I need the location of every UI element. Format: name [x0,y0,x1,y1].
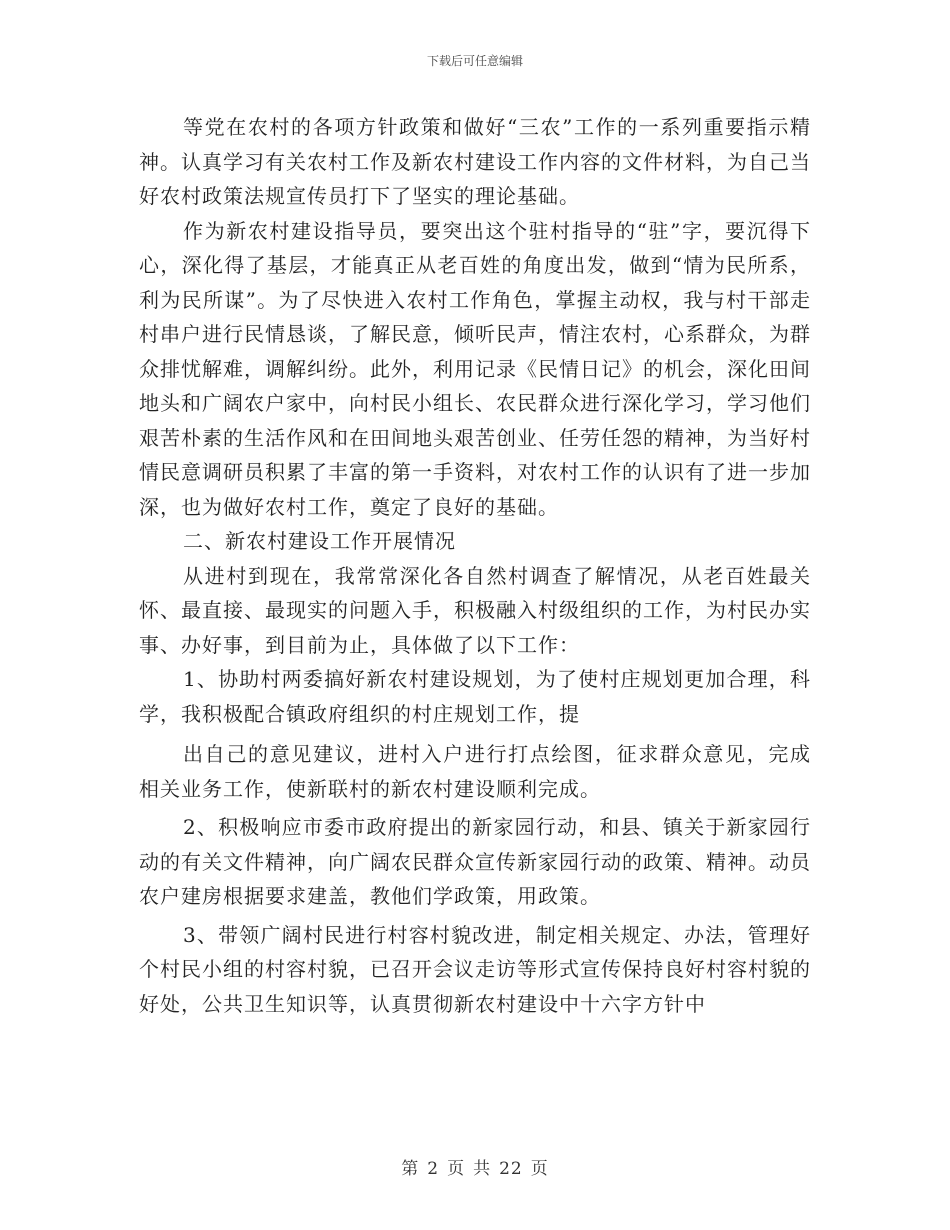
footer-label-of: 页 [447,1159,466,1179]
document-body [139,110,811,1021]
footer-label-total: 共 [473,1159,492,1179]
page-footer [0,1154,950,1179]
paragraph: 等党在农村的各项方针政策和做好“三农”工作的一系列重要指示精神。认真学习有关农村工作及新农村建设工作内容的文件材料，为自己当好农村政策法规宣传员打下了坚实的理论基础。 [139,115,811,208]
footer-current-page: 2 [427,1159,440,1179]
footer-label-end: 页 [530,1159,549,1179]
page-header-note: 下载后可任意编辑 [426,54,523,68]
list-item: 2、积极响应市委市政府提出的新家园行动，和县、镇关于新家园行动的有关文件精神，向广阔农民群众宣传新家园行动的政策、精神。动员农户建房根据要求建盖，教他们学政策，用政策。 [139,815,811,908]
paragraph: 出自己的意见建议，进村入户进行打点绘图，征求群众意见，完成相关业务工作，使新联村的新农村建设顺利完成。 [139,742,811,801]
paragraph: 从进村到现在，我常常深化各自然村调查了解情况，从老百姓最关怀、最直接、最现实的问题入手，积极融入村级组织的工作，为村民办实事、办好事，到目前为止，具体做了以下工作： [139,563,811,657]
list-item: 3、带领广阔村民进行村容村貌改进，制定相关规定、办法，管理好个村民小组的村容村貌，已召开会议走访等形式宣传保持良好村容村貌的好处，公共卫生知识等，认真贯彻新农村建设中十六字方针中 [139,922,811,1016]
footer-total-pages: 22 [499,1159,523,1179]
section-heading: 二、新农村建设工作开展情况 [183,529,456,553]
footer-label-page: 第 [401,1159,420,1179]
paragraph: 作为新农村建设指导员，要突出这个驻村指导的“驻”字，要沉得下心，深化得了基层，才能真正从老百姓的角度出发，做到“情为民所系，利为民所谋”。为了尽快进入农村工作角色，掌握主动权，我与村干部走村串户进行民情恳谈，了解民意，倾听民声，情注农村，心系群众，为群众排忧解难，调解纠纷。此外，利用记录《民情日记》的机会，深化田间地头和广阔农户家中，向村民小组长、农民群众进行深化学习，学习他们艰苦朴素的生活作风和在田间地头艰苦创业、任劳任怨的精神，为当好村情民意调研员积累了丰富的第一手资料，对农村工作的认识有了进一步加深，也为做好农村工作，奠定了良好的基础。 [139,218,811,519]
list-item: 1、协助村两委搞好新农村建设规划，为了使村庄规划更加合理，科学，我积极配合镇政府组织的村庄规划工作，提 [139,667,811,726]
